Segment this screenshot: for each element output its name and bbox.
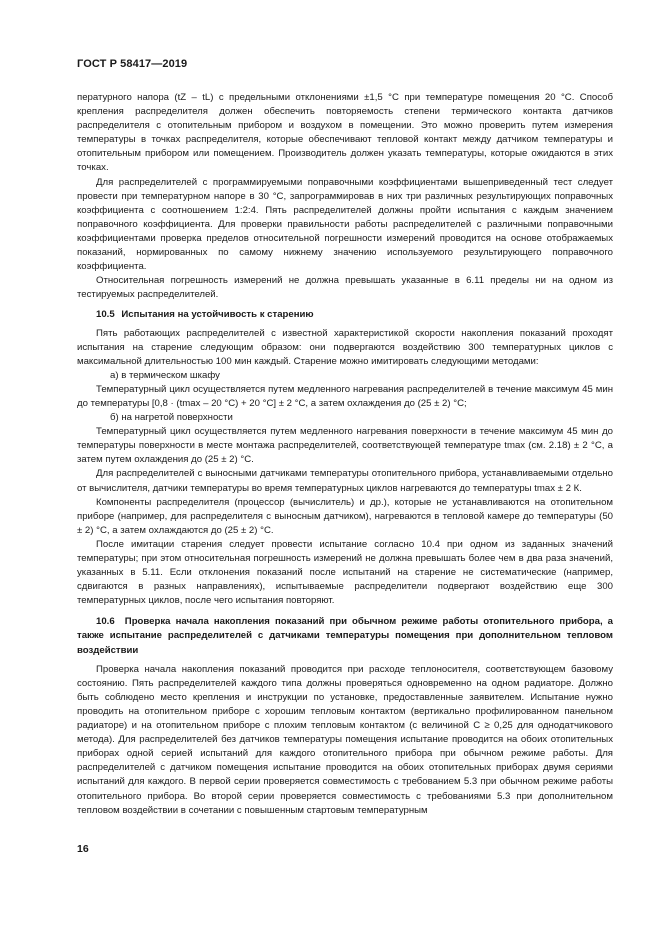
paragraph: Температурный цикл осуществляется путем медленного нагревания распределителей в течение максимум 45 мин до температуры [0,8 · (tmax – 20 °С) + 20 °С] ± 2 °С, а затем охлаждения до (25 ± 2) °С; bbox=[77, 383, 613, 409]
paragraph: Проверка начала накопления показаний проводится при расходе теплоносителя, соответствующем базовому состоянию. Пять распределителей каждого типа должны проверяться одновременно на одном радиаторе. Должно быть соблюдено место крепления и инструкции по установке, предоставленные заявителем. Испытание нужно проводить на отопительном приборе с хорошим тепловым контактом (вертикально профилированном панельном радиаторе) и на отопительном приборе с плохим тепловым контактом (с величиной С ≥ 0,25 для однодатчикового метода). Для распределителей без датчиков температуры помещения испытание проводится на обоих отопительных приборах одной серией испытаний для каждого отопительного прибора при обычном режиме работы. Для распределителей с датчиком помещения испытание проводится на обоих отопительных приборах двумя сериями испытаний для каждого. В первой серии проверяется совместимость с требованием 5.3 при обычном режиме работы отопительного прибора. Во второй серии проверяется совместимость с требованиями 5.3 при дополнительном тепловом воздействии в сочетании с повышенным стартовым температурным bbox=[77, 663, 613, 816]
section-title: Проверка начала накопления показаний при обычном режиме работы отопительного прибора, а также испытание распределителей с датчиками температуры помещения при дополнительном тепловом воздействии bbox=[77, 616, 613, 656]
document-header: ГОСТ Р 58417—2019 bbox=[77, 58, 188, 70]
list-item: б) на нагретой поверхности bbox=[110, 412, 233, 424]
section-title: Испытания на устойчивость к старению bbox=[121, 309, 314, 321]
section-heading-10-6 bbox=[77, 615, 613, 657]
paragraph: Температурный цикл осуществляется путем медленного нагревания поверхности в течение максимум 45 мин до температуры поверхности в месте монтажа распределителей, соответствующей температуре tmax (см. 2.18) ± 2 °С, а затем путем охлаждения до (25 ± 2) °С. bbox=[77, 426, 613, 466]
page-number: 16 bbox=[77, 843, 89, 855]
paragraph: пературного напора (tZ – tL) с предельными отклонениями ±1,5 °С при температуре помещения 20 °С. Способ крепления распределителя должен обеспечить повторяемость степени термического контакта датчиков распределителя с отопительным прибором и воздухом в помещении. Это можно проверить путем измерения температуры в точках распределителя, которые обеспечивают тепловой контакт между датчиком температуры и отопительным прибором или помещением. Производитель должен указать температуры, которые ожидаются в этих точках. bbox=[77, 92, 613, 174]
section-number: 10.5 bbox=[96, 309, 115, 321]
paragraph: Для распределителей с программируемыми поправочными коэффициентами вышеприведенный тест следует провести при температурном напоре в 30 °С, запрограммировав в них три различных результирующих поправочных коэффициента с соотношением 1:2:4. Пять распределителей должны пройти испытания с каждым значением поправочного коэффициента. Для проверки правильности работы распределителей с различными поправочными коэффициентами проверка пределов относительной погрешности измерений проводится на основе отображаемых показаний, нормированных по самому нижнему значению используемого результирующего поправочного коэффициента. bbox=[77, 176, 613, 273]
paragraph: После имитации старения следует провести испытание согласно 10.4 при одном из заданных значений температуры; при этом относительная погрешность измерений не должна превышать более чем в два раза значений, указанных в 5.11. Если отклонения показаний после испытаний на старение не систематические (например, сдвигаются в разных направлениях), испытываемые распределители подвергают воздействию еще 300 температурных циклов, после чего испытания повторяют. bbox=[77, 538, 613, 607]
paragraph: Компоненты распределителя (процессор (вычислитель) и др.), которые не устанавливаются на отопительном приборе (например, для распределителя с выносным датчиком), нагреваются в тепловой камере до температуры (50 ± 2) °С, а затем охлаждаются до (25 ± 2) °С. bbox=[77, 496, 613, 536]
paragraph: Для распределителей с выносными датчиками температуры отопительного прибора, устанавливаемыми отдельно от вычислителя, датчики температуры во время температурных циклов нагреваются до температуры tmax ± 2 К. bbox=[77, 468, 613, 494]
document-body bbox=[77, 91, 613, 818]
section-heading-10-5 bbox=[77, 308, 613, 322]
paragraph: Относительная погрешность измерений не должна превышать указанные в 6.11 пределы ни на одном из тестируемых распределителей. bbox=[77, 275, 613, 301]
paragraph: Пять работающих распределителей с известной характеристикой скорости накопления показаний проходят испытания на старение следующим образом: они подвергаются воздействию 300 температурных циклов с максимальной длительностью 100 мин каждый. Старение можно имитировать следующими методами: bbox=[77, 327, 613, 367]
section-number: 10.6 bbox=[96, 616, 115, 628]
list-item: а) в термическом шкафу bbox=[110, 369, 220, 381]
